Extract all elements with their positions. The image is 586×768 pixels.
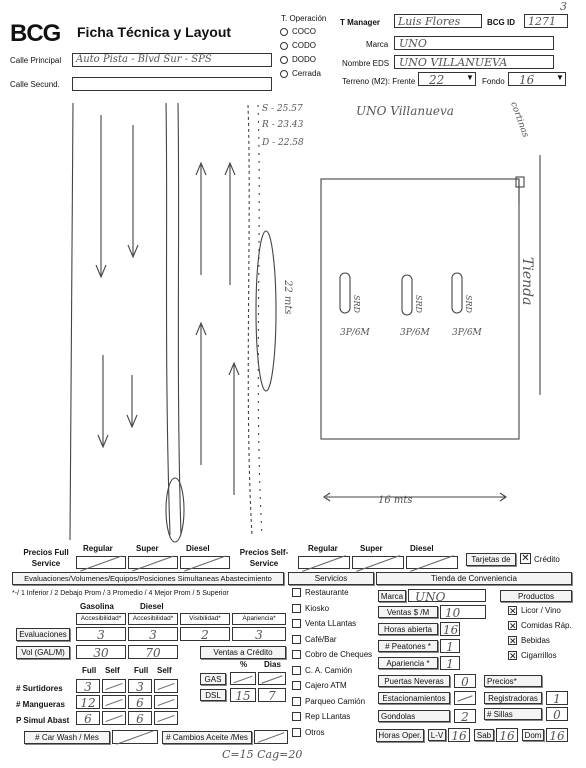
ventas-field[interactable]: 10 — [440, 605, 486, 619]
col-regular: Regular — [83, 544, 113, 553]
nombre-eds-field[interactable]: UNO VILLANUEVA — [394, 55, 554, 69]
full-label-1: Full — [82, 666, 97, 675]
sab-label: Sab — [474, 729, 494, 741]
median-right — [178, 103, 181, 535]
mangueras-full-dsl[interactable]: 6 — [128, 695, 152, 709]
col-apariencia: Apariencia* — [232, 613, 286, 625]
producto-label: Licor / Vino — [521, 606, 561, 615]
bcg-id-field[interactable]: 1271 — [524, 14, 568, 28]
col-visibilidad: Visibilidad* — [180, 613, 230, 625]
producto-checkbox[interactable]: ✕ — [509, 621, 517, 631]
vol-gasolina[interactable]: 30 — [76, 645, 126, 659]
price-full-regular[interactable] — [76, 556, 126, 569]
servicio-label: Restaurante — [305, 588, 349, 597]
t-manager-label: T Manager — [340, 18, 381, 27]
store-label: Tienda — [519, 257, 535, 306]
evaluaciones-row-label: Evaluaciones — [16, 628, 70, 641]
producto-checkbox[interactable]: ✕ — [509, 636, 517, 646]
pump-island-1 — [340, 273, 350, 313]
station-name: UNO Villanueva — [356, 104, 454, 118]
precios-self-label: Precios Self-Service — [239, 548, 289, 568]
gondolas-field[interactable]: 2 — [454, 709, 476, 723]
evaluaciones-section-button[interactable]: Evaluaciones/Volumenes/Equipos/Posiciones Simultaneas Abastecimiento — [12, 572, 284, 585]
price-full-diesel[interactable] — [180, 556, 230, 569]
col-super-self: Super — [360, 544, 383, 553]
servicio-label: Parqueo Camión — [305, 696, 366, 706]
entry-island — [256, 231, 276, 391]
servicio-label: Otros — [305, 727, 325, 737]
eval-apariencia[interactable]: 3 — [232, 627, 286, 641]
dsl-dias[interactable]: 7 — [258, 688, 286, 702]
estacionamientos-field[interactable] — [454, 691, 476, 705]
peatones-label: # Peatones * — [378, 640, 438, 652]
dom-label: Dom — [522, 729, 544, 741]
pump-island-3 — [452, 273, 462, 313]
pump-label-1: 3P/6M — [340, 328, 370, 338]
gas-dias[interactable] — [258, 672, 286, 685]
calle-principal-label: Calle Principal — [10, 56, 62, 65]
servicio-checkbox[interactable] — [292, 588, 301, 597]
precios-label: Precios* — [484, 675, 542, 687]
diesel-label: Diesel — [140, 602, 164, 611]
simul-self-dsl[interactable] — [154, 711, 178, 725]
pump-code-1: SRD — [352, 295, 361, 313]
simul-full-dsl[interactable]: 6 — [128, 711, 152, 725]
col-regular-self: Regular — [308, 544, 338, 553]
producto-label: Cigarrillos — [521, 651, 557, 660]
ventas-label: Ventas $ /M — [378, 606, 438, 618]
side-label: cortinas — [508, 100, 531, 139]
tienda-marca-label: Marca — [378, 590, 406, 602]
operacion-label: T. Operación — [281, 14, 327, 23]
credito-checkbox[interactable]: ✕ — [521, 553, 530, 564]
surtidores-self-dsl[interactable] — [154, 679, 178, 693]
self-label-2: Self — [157, 666, 172, 675]
servicio-label: Cobro de Cheques — [305, 650, 373, 659]
gas-label: GAS — [200, 673, 226, 685]
footer-note: C=15 Cag=20 — [222, 748, 303, 761]
col-accesibilidad-gas: Accesibilidad* — [76, 613, 126, 625]
simul-label: P Simul Abast — [16, 716, 70, 725]
fondo-label: Fondo — [482, 77, 505, 86]
horas-abierta-field[interactable]: 16 — [440, 622, 460, 636]
credito-label: Crédito — [534, 555, 560, 564]
dsl-label: DSL — [200, 689, 226, 701]
simul-self-gas[interactable] — [102, 711, 126, 725]
pump-label-2: 3P/6M — [400, 328, 430, 338]
price-self-super[interactable] — [352, 556, 404, 569]
rating-scale: *-/ 1 Inferior / 2 Debajo Prom / 3 Promedio / 4 Mejor Prom / 5 Superior — [12, 590, 229, 597]
ventas-credito-button[interactable]: Ventas a Crédito — [200, 646, 286, 659]
radio-dodo[interactable] — [280, 56, 288, 64]
road-edge-left — [70, 103, 73, 540]
layout-sketch — [0, 95, 586, 545]
option-codo: CODO — [292, 41, 316, 50]
gasolina-label: Gasolina — [80, 602, 114, 611]
road-note-2: R - 23.43 — [262, 120, 304, 130]
servicio-checkbox[interactable] — [292, 681, 301, 690]
width-dimension: 22 mts — [282, 280, 293, 315]
servicio-label: C. A. Camión — [305, 665, 353, 675]
servicio-checkbox[interactable] — [292, 712, 301, 721]
servicio-label: Venta LLantas — [305, 619, 357, 628]
surtidores-self-gas[interactable] — [102, 679, 126, 693]
road-note-1: S - 25.57 — [262, 104, 303, 114]
servicio-checkbox[interactable] — [292, 697, 301, 706]
eval-accesibilidad-gas[interactable]: 3 — [76, 627, 126, 641]
apariencia-field[interactable]: 1 — [440, 656, 460, 670]
peatones-field[interactable]: 1 — [440, 639, 460, 653]
servicio-checkbox[interactable] — [292, 666, 301, 675]
registradoras-field[interactable]: 1 — [546, 691, 568, 705]
self-label-1: Self — [105, 666, 120, 675]
calle-secund-field[interactable] — [72, 77, 272, 91]
estacionamientos-label: Estacionamientos — [378, 692, 450, 704]
servicio-checkbox[interactable] — [292, 619, 301, 628]
chevron-down-icon[interactable]: ▼ — [556, 73, 564, 82]
nombre-eds-label: Nombre EDS — [342, 59, 390, 68]
sab-field[interactable]: 16 — [496, 728, 518, 742]
col-super: Super — [136, 544, 159, 553]
tienda-marca-field[interactable]: UNO — [408, 589, 486, 602]
producto-label: Bebidas — [521, 636, 550, 645]
mangueras-label: # Mangueras — [16, 700, 65, 709]
productos-button[interactable]: Productos — [500, 590, 572, 602]
chevron-down-icon[interactable]: ▼ — [466, 73, 474, 82]
mangueras-self-gas[interactable] — [102, 695, 126, 709]
servicio-label: Kiosko — [305, 603, 330, 613]
pct-label: % — [240, 660, 248, 669]
cambios-aceite-button[interactable]: # Cambios Aceite /Mes — [162, 731, 252, 744]
horas-abierta-label: Horas abierta — [378, 623, 438, 635]
surtidores-label: # Surtidores — [16, 684, 63, 693]
option-coco: COCO — [292, 27, 316, 36]
col-diesel: Diesel — [186, 544, 210, 553]
pump-code-3: SRD — [464, 295, 473, 313]
servicio-checkbox[interactable] — [292, 635, 301, 644]
surtidores-full-gas[interactable]: 3 — [76, 679, 100, 693]
producto-checkbox[interactable]: ✕ — [509, 606, 517, 616]
vol-diesel[interactable]: 70 — [128, 645, 178, 659]
marca-field[interactable]: UNO — [394, 36, 554, 50]
pump-island-2 — [402, 275, 412, 315]
marca-label: Marca — [366, 40, 389, 49]
lv-field[interactable]: 16 — [448, 728, 470, 742]
dsl-pct[interactable]: 15 — [230, 688, 256, 702]
precios-full-label: Precios Full Service — [23, 548, 69, 568]
road-edge-right — [248, 105, 252, 535]
cambios-aceite-field[interactable] — [254, 730, 288, 744]
gondolas-label: Gondolas — [378, 710, 450, 722]
full-label-2: Full — [134, 666, 149, 675]
car-wash-field[interactable] — [112, 730, 158, 744]
sillas-field[interactable]: 0 — [546, 707, 568, 721]
servicio-label: Café/Bar — [305, 634, 337, 644]
tienda-button[interactable]: Tienda de Conveniencia — [376, 572, 572, 585]
eval-visibilidad[interactable]: 2 — [180, 627, 230, 641]
frente-field[interactable]: 22 — [418, 72, 476, 86]
price-self-regular[interactable] — [298, 556, 350, 569]
horas-oper-button[interactable]: Horas Oper. — [376, 729, 424, 742]
apariencia-label: Apariencia * — [378, 657, 438, 669]
servicio-label: Rep LLantas — [305, 712, 351, 721]
servicio-checkbox[interactable] — [292, 650, 301, 659]
option-dodo: DODO — [292, 55, 316, 64]
servicio-checkbox[interactable] — [292, 604, 301, 613]
lv-label: L-V — [428, 729, 446, 741]
col-diesel-self: Diesel — [410, 544, 434, 553]
road-note-3: D - 22.58 — [262, 138, 304, 148]
price-full-super[interactable] — [128, 556, 178, 569]
sillas-label: # Sillas — [484, 708, 542, 720]
pump-code-2: SRD — [414, 295, 423, 313]
option-cerrada: Cerrada — [292, 69, 321, 78]
mangueras-self-dsl[interactable] — [154, 695, 178, 709]
tarjetas-button[interactable]: Tarjetas de — [466, 553, 516, 566]
dom-field[interactable]: 16 — [546, 728, 568, 742]
road-edge-dashed — [258, 105, 262, 535]
gas-pct[interactable] — [230, 672, 256, 685]
col-accesibilidad-dsl: Accesibilidad* — [128, 613, 178, 625]
t-manager-field[interactable]: Luis Flores — [394, 14, 482, 28]
median-left — [166, 103, 170, 535]
price-self-diesel[interactable] — [406, 556, 458, 569]
puertas-field[interactable]: 0 — [454, 674, 476, 688]
producto-checkbox[interactable]: ✕ — [509, 651, 517, 661]
logo: BCG — [10, 20, 61, 47]
servicio-label: Cajero ATM — [305, 681, 347, 690]
mangueras-full-gas[interactable]: 12 — [76, 695, 100, 709]
car-wash-button[interactable]: # Car Wash / Mes — [24, 731, 110, 744]
radio-cerrada[interactable] — [280, 70, 288, 78]
depth-dimension: 16 mts — [378, 495, 413, 506]
pump-label-3: 3P/6M — [452, 328, 482, 338]
surtidores-full-dsl[interactable]: 3 — [128, 679, 152, 693]
radio-coco[interactable] — [280, 28, 288, 36]
dias-label: Dias — [264, 660, 281, 669]
page-number: 3 — [560, 0, 567, 13]
page-title: Ficha Técnica y Layout — [77, 24, 232, 40]
terreno-label: Terreno (M2): Frente — [342, 77, 416, 86]
simul-full-gas[interactable]: 6 — [76, 711, 100, 725]
eval-accesibilidad-dsl[interactable]: 3 — [128, 627, 178, 641]
fondo-field[interactable]: 16 — [508, 72, 566, 86]
producto-label: Comidas Ráp. — [521, 621, 572, 630]
radio-codo[interactable] — [280, 42, 288, 50]
servicios-button[interactable]: Servicios — [288, 572, 374, 585]
bcg-id-label: BCG ID — [487, 18, 515, 27]
servicio-checkbox[interactable] — [292, 728, 301, 737]
calle-principal-field[interactable]: Auto Pista - Blvd Sur - SPS — [72, 53, 272, 67]
calle-secund-label: Calle Secund. — [10, 80, 60, 89]
registradoras-label: Registradoras — [484, 692, 542, 704]
vol-row-label: Vol (GAL/M) — [16, 646, 70, 659]
puertas-label: Puertas Neveras — [378, 675, 450, 687]
